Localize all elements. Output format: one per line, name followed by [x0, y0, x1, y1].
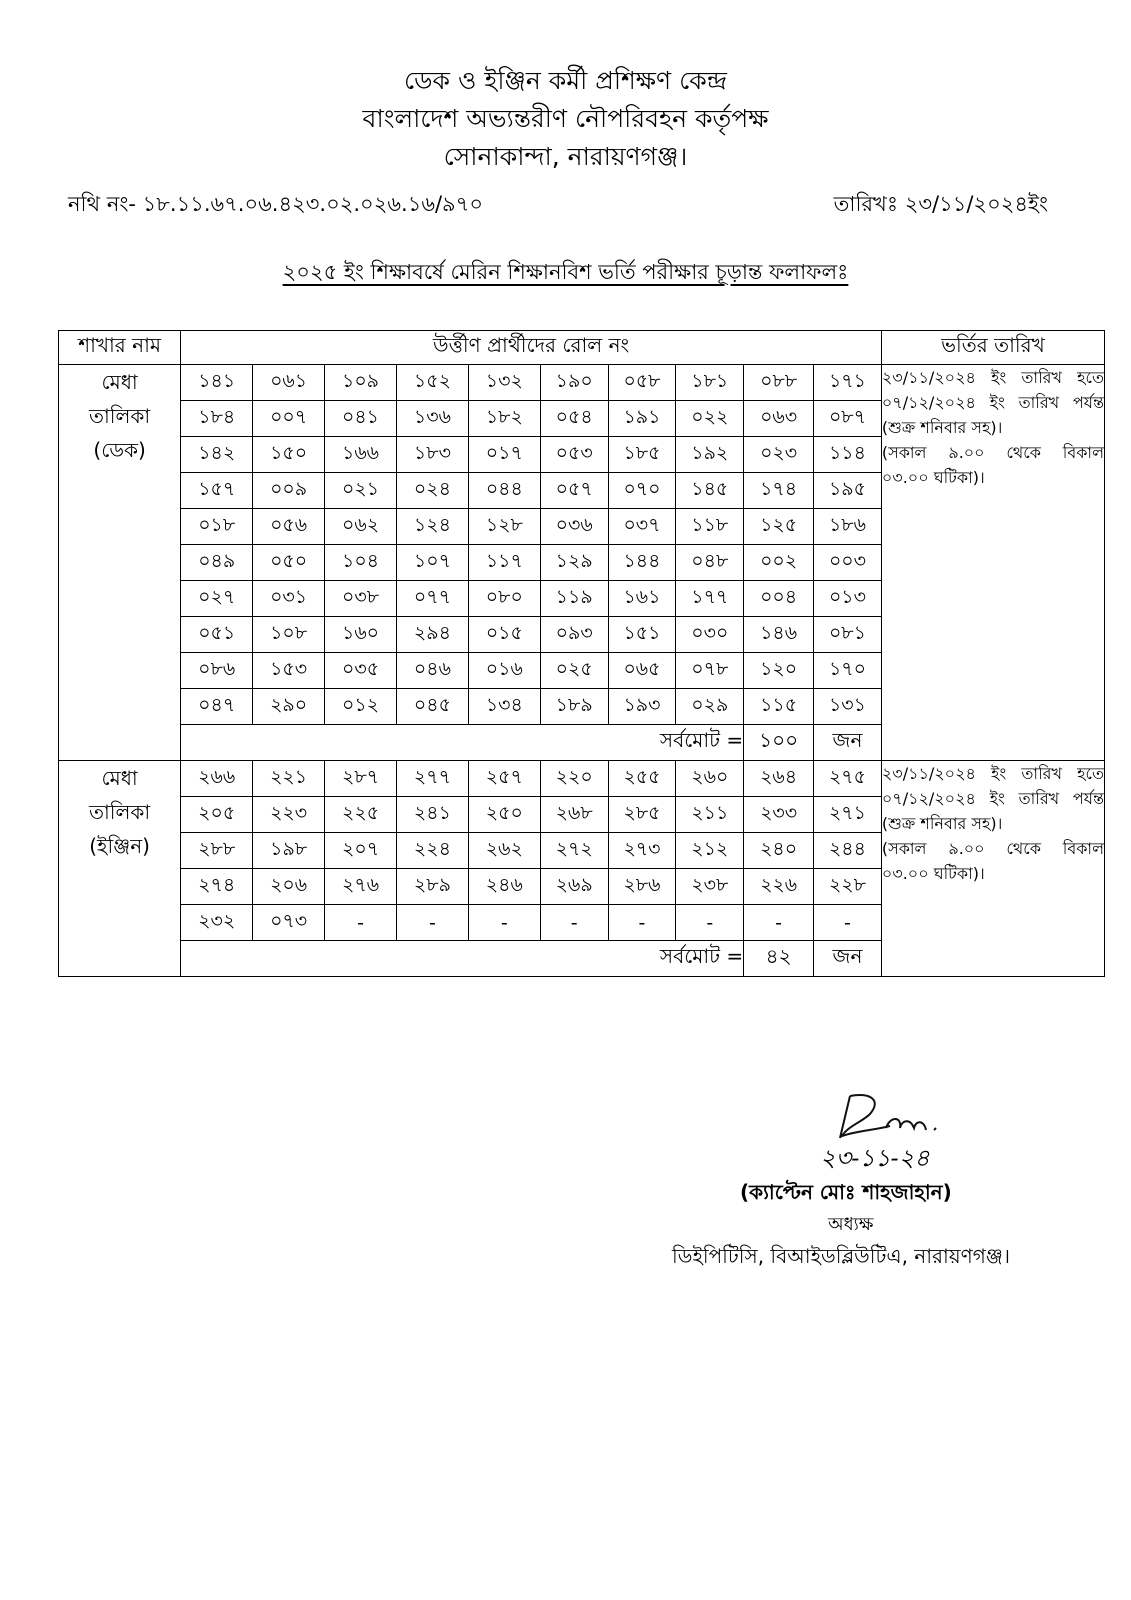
roll-number-cell: ০৪৮: [676, 545, 744, 581]
roll-number-cell: ০৭০: [608, 473, 676, 509]
table-row: [59, 761, 1105, 797]
column-header-branch: শাখার নাম: [59, 331, 181, 365]
roll-number-cell: ২০৭: [325, 833, 397, 869]
roll-number-cell: ০২২: [676, 401, 744, 437]
total-value: ৪২: [744, 941, 814, 977]
roll-number-cell: ১৮৩: [396, 437, 468, 473]
roll-number-cell: ১২৪: [396, 509, 468, 545]
roll-number-cell: ০২৩: [744, 437, 814, 473]
reference-row: [68, 188, 1048, 218]
roll-number-cell: -: [468, 905, 540, 941]
roll-number-cell: ২৭৬: [325, 869, 397, 905]
roll-number-cell: ২৬২: [468, 833, 540, 869]
roll-number-cell: ১০৯: [325, 365, 397, 401]
roll-number-cell: ০৫৮: [608, 365, 676, 401]
roll-number-cell: ০২১: [325, 473, 397, 509]
roll-number-cell: ২১১: [676, 797, 744, 833]
authority-name: বাংলাদেশ অভ্যন্তরীণ নৌপরিবহন কর্তৃপক্ষ: [362, 104, 769, 133]
roll-number-cell: ০৩৫: [325, 653, 397, 689]
roll-number-cell: ০৩৬: [540, 509, 608, 545]
roll-number-cell: ১৬০: [325, 617, 397, 653]
roll-number-cell: ২২৩: [253, 797, 325, 833]
issue-date: তারিখঃ ২৩/১১/২০২৪ইং: [833, 192, 1048, 216]
roll-number-cell: ০০৪: [744, 581, 814, 617]
signatory-name: (ক্যাপ্টেন মোঃ শাহজাহান): [740, 1180, 952, 1204]
roll-number-cell: -: [744, 905, 814, 941]
admission-note: (সকাল ৯.০০ থেকে বিকাল ০৩.০০ ঘটিকা)।: [881, 443, 1104, 487]
roll-number-cell: ০১২: [325, 689, 397, 725]
roll-number-cell: ০৫১: [181, 617, 253, 653]
roll-number-cell: ২৭২: [540, 833, 608, 869]
roll-number-cell: ২৮৬: [608, 869, 676, 905]
roll-number-cell: ০৮১: [814, 617, 882, 653]
total-unit: জন: [814, 941, 882, 977]
roll-number-cell: ১৭১: [814, 365, 882, 401]
roll-number-cell: ২০৫: [181, 797, 253, 833]
roll-number-cell: ২৭১: [814, 797, 882, 833]
admission-note: (সকাল ৯.০০ থেকে বিকাল ০৩.০০ ঘটিকা)।: [881, 839, 1104, 883]
roll-number-cell: ০৩০: [676, 617, 744, 653]
roll-number-cell: ১৩২: [468, 365, 540, 401]
roll-number-cell: ০০২: [744, 545, 814, 581]
roll-number-cell: ০০৭: [253, 401, 325, 437]
results-table: [58, 330, 1105, 977]
total-unit: জন: [814, 725, 882, 761]
branch-name-line: মেধা: [101, 370, 138, 394]
roll-number-cell: ১৭৪: [744, 473, 814, 509]
roll-number-cell: ২২৫: [325, 797, 397, 833]
roll-number-cell: ১৫২: [396, 365, 468, 401]
roll-number-cell: ১৩১: [814, 689, 882, 725]
roll-number-cell: ২৯৪: [396, 617, 468, 653]
address: সোনাকান্দা, নারায়ণগঞ্জ।: [443, 142, 688, 171]
handwritten-date: ২৩-১১-২৪: [820, 1144, 930, 1172]
table-row: [59, 365, 1105, 401]
roll-number-cell: ১৪১: [181, 365, 253, 401]
roll-number-cell: ১৮৬: [814, 509, 882, 545]
roll-number-cell: ২৫৭: [468, 761, 540, 797]
roll-number-cell: ১৫১: [608, 617, 676, 653]
total-label: সর্বমোট =: [181, 725, 744, 761]
roll-number-cell: ১০৪: [325, 545, 397, 581]
roll-number-cell: -: [396, 905, 468, 941]
roll-number-cell: ০২৭: [181, 581, 253, 617]
signatory-office: ডিইপিটিসি, বিআইডব্লিউটিএ, নারায়ণগঞ্জ।: [672, 1244, 1011, 1268]
roll-number-cell: ১৪৫: [676, 473, 744, 509]
roll-number-cell: ২৬০: [676, 761, 744, 797]
roll-number-cell: ২৪০: [744, 833, 814, 869]
roll-number-cell: ২২৮: [814, 869, 882, 905]
roll-number-cell: ২১২: [676, 833, 744, 869]
roll-number-cell: ০৮০: [468, 581, 540, 617]
roll-number-cell: ১৮১: [676, 365, 744, 401]
roll-number-cell: ২৮৫: [608, 797, 676, 833]
roll-number-cell: ২৭৫: [814, 761, 882, 797]
results-body: [59, 365, 1105, 977]
table-header-row: [59, 331, 1105, 365]
roll-number-cell: ০৪৯: [181, 545, 253, 581]
roll-number-cell: ০২৯: [676, 689, 744, 725]
branch-name-line: তালিকা: [89, 404, 151, 428]
roll-number-cell: ১৩৬: [396, 401, 468, 437]
roll-number-cell: ০৮৭: [814, 401, 882, 437]
total-label: সর্বমোট =: [181, 941, 744, 977]
roll-number-cell: ২৮৭: [325, 761, 397, 797]
roll-number-cell: ০১৭: [468, 437, 540, 473]
admission-date-cell: [881, 761, 1104, 977]
roll-number-cell: ২৩৩: [744, 797, 814, 833]
branch-cell: [59, 761, 181, 977]
roll-number-cell: ২২০: [540, 761, 608, 797]
roll-number-cell: ০৬১: [253, 365, 325, 401]
roll-number-cell: ১৮২: [468, 401, 540, 437]
roll-number-cell: ০৬৩: [744, 401, 814, 437]
roll-number-cell: -: [676, 905, 744, 941]
roll-number-cell: ১৯৫: [814, 473, 882, 509]
roll-number-cell: ২২১: [253, 761, 325, 797]
branch-name-line: তালিকা: [89, 800, 151, 824]
roll-number-cell: ২৭৪: [181, 869, 253, 905]
roll-number-cell: ০৩৭: [608, 509, 676, 545]
roll-number-cell: ১৫০: [253, 437, 325, 473]
roll-number-cell: ০১৩: [814, 581, 882, 617]
roll-number-cell: ১৮৪: [181, 401, 253, 437]
roll-number-cell: ০১৫: [468, 617, 540, 653]
roll-number-cell: ১১৫: [744, 689, 814, 725]
roll-number-cell: ০৫৬: [253, 509, 325, 545]
roll-number-cell: ০১৬: [468, 653, 540, 689]
roll-number-cell: ২৩২: [181, 905, 253, 941]
branch-name-line: মেধা: [101, 766, 138, 790]
roll-number-cell: ০৫৭: [540, 473, 608, 509]
roll-number-cell: ২৪৬: [468, 869, 540, 905]
roll-number-cell: ০০৯: [253, 473, 325, 509]
roll-number-cell: ১৮৫: [608, 437, 676, 473]
roll-number-cell: ২৮৮: [181, 833, 253, 869]
roll-number-cell: ২৬৪: [744, 761, 814, 797]
roll-number-cell: ১৫৭: [181, 473, 253, 509]
roll-number-cell: -: [814, 905, 882, 941]
roll-number-cell: ০৪৭: [181, 689, 253, 725]
roll-number-cell: ০৫৪: [540, 401, 608, 437]
roll-number-cell: ২৪৪: [814, 833, 882, 869]
roll-number-cell: ১১৮: [676, 509, 744, 545]
roll-number-cell: ০৬৫: [608, 653, 676, 689]
memo-number: নথি নং- ১৮.১১.৬৭.০৬.৪২৩.০২.০২৬.১৬/৯৭০: [68, 192, 483, 216]
roll-number-cell: ০৩১: [253, 581, 325, 617]
roll-number-cell: ১১৯: [540, 581, 608, 617]
roll-number-cell: ২৪১: [396, 797, 468, 833]
roll-number-cell: ১৪৬: [744, 617, 814, 653]
roll-number-cell: ০৫০: [253, 545, 325, 581]
roll-number-cell: ০৮৮: [744, 365, 814, 401]
roll-number-cell: ০৪১: [325, 401, 397, 437]
roll-number-cell: ১৯০: [540, 365, 608, 401]
roll-number-cell: ০৪৫: [396, 689, 468, 725]
roll-number-cell: ১৪২: [181, 437, 253, 473]
roll-number-cell: ১৫৩: [253, 653, 325, 689]
roll-number-cell: ১৯২: [676, 437, 744, 473]
roll-number-cell: -: [608, 905, 676, 941]
roll-number-cell: ১৪৪: [608, 545, 676, 581]
roll-number-cell: ১৮৯: [540, 689, 608, 725]
roll-number-cell: ১২৫: [744, 509, 814, 545]
roll-number-cell: ২৮৯: [396, 869, 468, 905]
roll-number-cell: ০৫৩: [540, 437, 608, 473]
roll-number-cell: ০২৪: [396, 473, 468, 509]
roll-number-cell: ১৭০: [814, 653, 882, 689]
roll-number-cell: ১৯৩: [608, 689, 676, 725]
roll-number-cell: ১১৪: [814, 437, 882, 473]
column-header-admission: ভর্তির তারিখ: [881, 331, 1104, 365]
roll-number-cell: ২৫৫: [608, 761, 676, 797]
roll-number-cell: ০৬২: [325, 509, 397, 545]
institute-name: ডেক ও ইঞ্জিন কর্মী প্রশিক্ষণ কেন্দ্র: [404, 66, 727, 95]
roll-number-cell: ০২৫: [540, 653, 608, 689]
roll-number-cell: ০৮৬: [181, 653, 253, 689]
roll-number-cell: ১২০: [744, 653, 814, 689]
roll-number-cell: ১২৮: [468, 509, 540, 545]
total-value: ১০০: [744, 725, 814, 761]
roll-number-cell: ২৩৮: [676, 869, 744, 905]
roll-number-cell: ২৭৭: [396, 761, 468, 797]
column-header-rolls: উর্ত্তীণ প্রার্থীদের রোল নং: [181, 331, 882, 365]
branch-cell: [59, 365, 181, 761]
roll-number-cell: ০৯৩: [540, 617, 608, 653]
roll-number-cell: ২০৬: [253, 869, 325, 905]
roll-number-cell: ০৭৩: [253, 905, 325, 941]
admission-date-cell: [881, 365, 1104, 761]
roll-number-cell: ২২৪: [396, 833, 468, 869]
roll-number-cell: ২৬৬: [181, 761, 253, 797]
roll-number-cell: ০৭৮: [676, 653, 744, 689]
roll-number-cell: ০৪৬: [396, 653, 468, 689]
branch-name-line: (ইঞ্জিন): [89, 834, 150, 858]
roll-number-cell: ২৯০: [253, 689, 325, 725]
roll-number-cell: ২৬৮: [540, 797, 608, 833]
admission-note: ২৩/১১/২০২৪ ইং তারিখ হতে ০৭/১২/২০২৪ ইং তারিখ পর্যন্ত (শুক্র শনিবার সহ)।: [881, 368, 1104, 437]
roll-number-cell: -: [540, 905, 608, 941]
roll-number-cell: ২৭৩: [608, 833, 676, 869]
roll-number-cell: ১১৭: [468, 545, 540, 581]
roll-number-cell: ২৬৯: [540, 869, 608, 905]
roll-number-cell: ০০৩: [814, 545, 882, 581]
roll-number-cell: -: [325, 905, 397, 941]
roll-number-cell: ২৫০: [468, 797, 540, 833]
roll-number-cell: ১০৮: [253, 617, 325, 653]
roll-number-cell: ০৪৪: [468, 473, 540, 509]
roll-number-cell: ০১৮: [181, 509, 253, 545]
roll-number-cell: ১৩৪: [468, 689, 540, 725]
document-title: ২০২৫ ইং শিক্ষাবর্ষে মেরিন শিক্ষানবিশ ভর্তি পরীক্ষার চূড়ান্ত ফলাফলঃ: [282, 260, 849, 284]
roll-number-cell: ১২৯: [540, 545, 608, 581]
letterhead: [0, 62, 1131, 176]
roll-number-cell: ০৭৭: [396, 581, 468, 617]
signatory-title: অধ্যক্ষ: [828, 1214, 874, 1235]
roll-number-cell: ১৭৭: [676, 581, 744, 617]
roll-number-cell: ১৯১: [608, 401, 676, 437]
roll-number-cell: ২২৬: [744, 869, 814, 905]
roll-number-cell: ১৬৬: [325, 437, 397, 473]
branch-name-line: (ডেক): [93, 438, 146, 462]
roll-number-cell: ১৯৮: [253, 833, 325, 869]
roll-number-cell: ১০৭: [396, 545, 468, 581]
admission-note: ২৩/১১/২০২৪ ইং তারিখ হতে ০৭/১২/২০২৪ ইং তারিখ পর্যন্ত (শুক্র শনিবার সহ)।: [881, 764, 1104, 833]
roll-number-cell: ১৬১: [608, 581, 676, 617]
roll-number-cell: ০৩৮: [325, 581, 397, 617]
